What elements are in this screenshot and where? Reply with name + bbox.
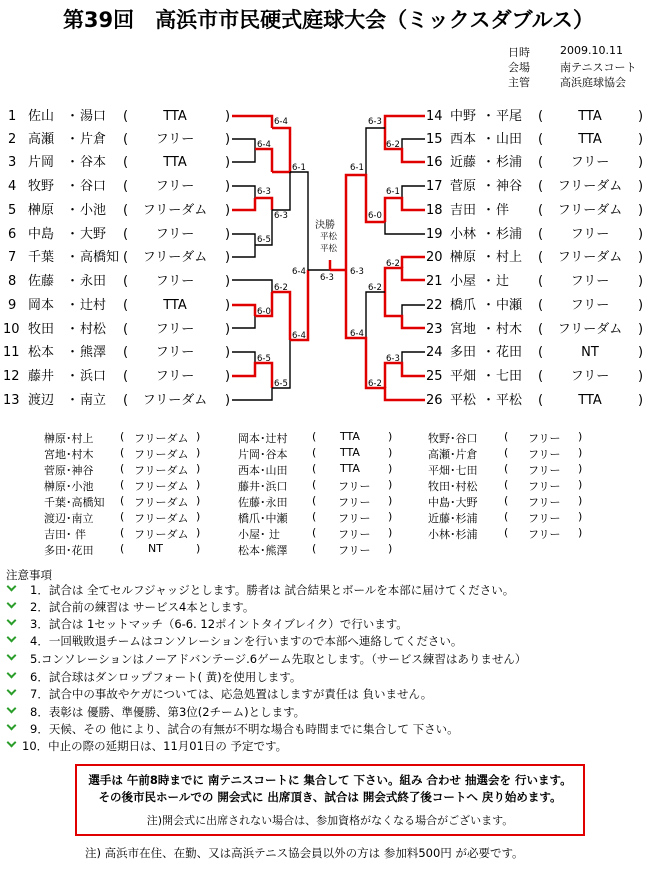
entry-row: 14 中野 ・ 平尾 ( TTA ) [426,109,644,124]
bracket-r-r2a [366,128,385,175]
score-label: 6-0 [257,307,271,317]
score-label: 6-3 [350,267,364,277]
consolation-entry: 高瀬･片倉 ( フリー ) [428,446,583,461]
consolation-entry: 菅原･神谷 ( フリーダム ) [44,462,201,477]
consolation-entry: 小屋･ 辻 ( フリー ) [238,526,393,541]
bracket-l-r2b [272,172,290,210]
entry-row: 24 多田 ・ 花田 ( NT ) [426,345,644,360]
info-value-venue: 南テニスコート [560,61,637,74]
note-item: 6．試合球はダンロップフォート( 黄)を使用します。 [30,670,302,684]
entry-row: 9 岡本 ・ 辻村 ( TTA ) [8,298,231,313]
bracket-r-m14 [385,116,425,128]
bracket-r-m24 [402,352,425,363]
check-icon [7,651,17,661]
score-label: 6-0 [368,211,382,221]
entry-row: 13 渡辺 ・ 南立 ( フリーダム ) [3,393,231,408]
score-label: 6-3 [386,354,400,364]
consolation-entry: 榊原･村上 ( フリーダム ) [44,430,201,445]
bracket-r-m19 [385,222,425,234]
bracket-r-r2b [346,175,385,270]
score-label: 6-3 [274,211,288,221]
note-item: 3．試合は 1セットマッチ（6-6. 12ポイントタイブレイク）で行います。 [30,617,408,631]
consolation-entry: 近藤･杉浦 ( フリー ) [428,510,583,525]
notice-line: 選手は 午前8時までに 南テニスコートに 集合して 下さい。組み 合わせ 抽選会を 行います。 [88,773,572,787]
info-label-date: 日時 [508,46,530,59]
final-label: 決勝 [315,220,335,231]
note-item: 9．天候、その 他により、試合の有無が不明な場合も時間までに集合して 下さい。 [30,722,459,736]
score-label: 6-4 [257,140,271,150]
entry-row: 20 榊原 ・ 村上 ( フリーダム ) [426,250,644,265]
note-item: 5.コンソレーションはノーアドバンテージ.6ゲーム先取とします。（サービス練習はありません） [30,652,527,666]
note-item: 4．一回戦敗退チームはコンソレーションを行いますので本部へ連絡してください。 [30,634,463,648]
score-label: 6-2 [274,283,288,293]
final-score: 6-3 [320,273,334,283]
bracket-l-r2a [272,128,290,172]
score-label: 6-5 [257,354,271,364]
check-icon [7,686,17,696]
entry-row: 12 藤井 ・ 浜口 ( フリー ) [3,369,231,384]
entry-row: 8 佐藤 ・ 永田 ( フリー ) [8,274,231,289]
page-title: 第39回 高浜市市民硬式庭球大会（ミックスダブルス） [62,8,595,32]
footer-note: 注) 高浜市在住、在勤、又は高浜テニス協会員以外の方は 参加料500円 が必要です。 [85,846,524,860]
consolation-entry: 西本･山田 ( TTA ) [238,462,393,477]
score-label: 6-5 [274,379,288,389]
bracket-r-m18 [385,198,425,222]
bracket-r-m25 [385,363,425,388]
consolation-entry: 中島･大野 ( フリー ) [428,494,583,509]
entry-row: 21 小屋 ・ 辻 ( フリー ) [426,274,644,289]
check-icon [7,582,17,592]
score-label: 6-3 [257,187,271,197]
note-item: 7．試合中の事故やケガについては、応急処置はしますが責任は 負いません。 [30,687,433,701]
bracket-l-sf-top [290,172,308,270]
note-item: 8．表彰は 優勝、準優勝、第3位(2チーム)とします。 [30,705,306,719]
consolation-entry: 松本･熊澤 ( フリー ) [238,542,393,557]
entry-row: 5 榊原 ・ 小池 ( フリーダム ) [8,203,231,218]
consolation-entry: 宮地･村木 ( フリーダム ) [44,446,201,461]
entry-row: 16 近藤 ・ 杉浦 ( フリー ) [426,155,644,170]
consolation-entry: 牧野･谷口 ( フリー ) [428,430,583,445]
consolation-entry: 牧田･村松 ( フリー ) [428,478,583,493]
entry-row: 7 千葉 ・ 高橋知 ( フリーダム ) [8,250,231,265]
consolation-entry: 吉田･ 伴 ( フリーダム ) [44,526,201,541]
check-icon [7,704,17,714]
entry-row: 23 宮地 ・ 村木 ( フリーダム ) [426,322,644,337]
entry-row: 4 牧野 ・ 谷口 ( フリー ) [8,179,231,194]
note-item: 2．試合前の練習は サービス4本とします。 [30,600,255,614]
consolation-entry: 岡本･辻村 ( TTA ) [238,430,393,445]
entry-row: 18 吉田 ・ 伴 ( フリーダム ) [426,203,644,218]
entry-row: 3 片岡 ・ 谷本 ( TTA ) [8,155,231,170]
check-icon [7,599,17,609]
check-icon [7,633,17,643]
consolation-entry: 渡辺･南立 ( フリーダム ) [44,510,201,525]
score-label: 6-3 [368,117,382,127]
entry-row: 19 小林 ・ 杉浦 ( フリー ) [426,227,644,242]
consolation-entry: 榊原･小池 ( フリーダム ) [44,478,201,493]
entry-row: 26 平松 ・ 平松 ( TTA ) [426,393,644,408]
bracket-r-r2c [366,292,385,338]
score-label: 6-4 [292,331,306,341]
bracket-r-m20 [402,257,425,268]
score-label: 6-4 [274,117,288,127]
bracket-r-m15 [402,139,425,149]
score-label: 6-2 [386,140,400,150]
bracket-r-m22 [402,305,425,316]
entry-row: 17 菅原 ・ 神谷 ( フリーダム ) [426,179,644,194]
score-label: 6-1 [386,187,400,197]
consolation-entry: 橋爪･中瀬 ( フリー ) [238,510,393,525]
entry-row: 1 佐山 ・ 湯口 ( TTA ) [8,109,231,124]
entry-row: 6 中島 ・ 大野 ( フリー ) [8,227,231,242]
score-label: 6-4 [292,267,306,277]
entry-row: 11 松本 ・ 熊澤 ( フリー ) [3,345,231,360]
bracket-r-m23 [385,292,425,328]
consolation-entry: 千葉･高橋知 ( フリーダム ) [44,494,201,509]
bracket-r-m17 [402,186,425,198]
score-label: 6-2 [368,283,382,293]
notice-box [75,764,585,836]
notes-title: 注意事項 [6,568,52,582]
info-label-host: 主管 [508,76,530,89]
check-icon [7,616,17,626]
entry-row: 25 平畑 ・ 七田 ( フリー ) [426,369,644,384]
note-item: 10．中止の際の延期日は、11月01日の 予定です。 [22,739,288,753]
score-label: 6-5 [257,235,271,245]
score-label: 6-4 [350,329,364,339]
final-winner-line: 平松 [320,244,338,254]
check-icon [7,669,17,679]
note-item: 1．試合は 全てセルフジャッジとします。勝者は 試合結果とボールを本部に届けてください。 [30,583,515,597]
bracket-l-m2-mid [255,149,272,172]
consolation-entry: 平畑･七田 ( フリー ) [428,462,583,477]
notice-line: その後市民ホールでの 開会式に 出席頂き、試合は 開会式終了後コートへ 戻り始めます。 [98,790,562,804]
notice-line: 注)開会式に出席されない場合は、参加資格がなくなる場合がございます。 [146,814,514,827]
consolation-entry: 片岡･谷本 ( TTA ) [238,446,393,461]
info-label-venue: 会場 [508,61,530,74]
entry-row: 10 牧田 ・ 村松 ( フリー ) [3,322,231,337]
consolation-entry: 佐藤･永田 ( フリー ) [238,494,393,509]
entry-row: 22 橋爪 ・ 中瀬 ( フリー ) [426,298,644,313]
bracket-l-sf-bot [290,270,308,340]
entry-row: 15 西本 ・ 山田 ( TTA ) [426,132,644,147]
info-value-host: 高浜庭球協会 [560,76,626,89]
consolation-entry: 藤井･浜口 ( フリー ) [238,478,393,493]
consolation-entry: 小林･杉浦 ( フリー ) [428,526,583,541]
info-value-date: 2009.10.11 [560,44,623,57]
check-icon [7,738,17,748]
bracket-l-m3-mid [255,198,272,210]
score-label: 6-2 [386,259,400,269]
score-label: 6-1 [350,163,364,173]
final-winner-line: 平松 [320,232,338,242]
entry-row: 2 高瀬 ・ 片倉 ( フリー ) [8,132,231,147]
consolation-entry: 多田･花田 ( NT ) [44,542,201,557]
bracket-r-m21 [385,268,425,292]
check-icon [7,721,17,731]
score-label: 6-1 [292,163,306,173]
bracket-l-r2c [272,292,290,340]
score-label: 6-2 [368,379,382,389]
